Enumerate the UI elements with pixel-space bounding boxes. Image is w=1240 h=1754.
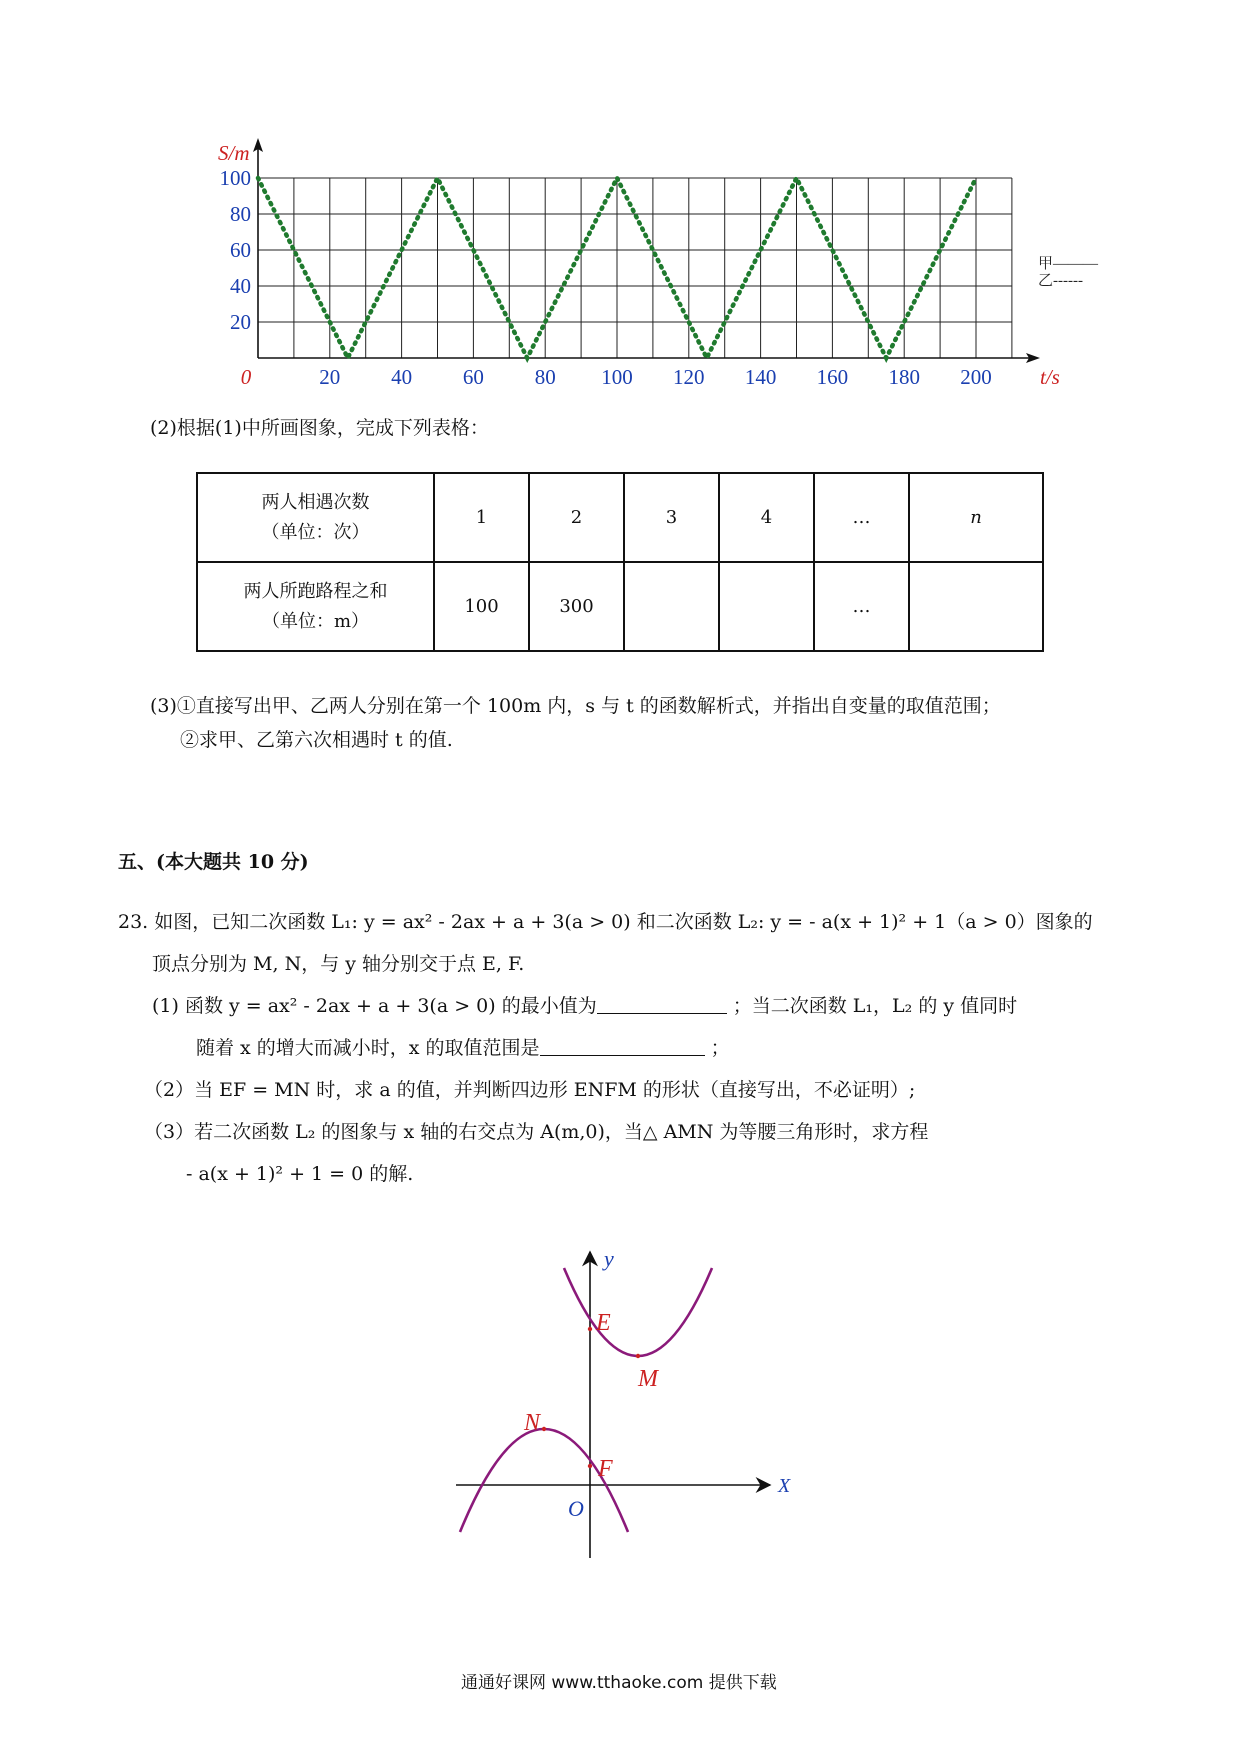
table-row (197, 473, 1043, 562)
x-tick-label: 100 (601, 365, 633, 389)
origin-label: O (568, 1496, 584, 1521)
table-cell (719, 562, 814, 651)
point-n (542, 1427, 546, 1431)
x-tick-label: 180 (888, 365, 920, 389)
table-cell: n (909, 473, 1043, 562)
x-tick-label: 60 (462, 365, 484, 389)
parabola-diagram (440, 1230, 800, 1570)
footer-text: 通通好课网 www.tthaoke.com 提供下载 (461, 1673, 777, 1693)
y-tick-label: 40 (230, 274, 251, 298)
x-axis-label: X (778, 1475, 791, 1497)
table-cell: 4 (719, 473, 814, 562)
label-f: F (598, 1456, 613, 1482)
row-label-line: 两人相遇次数 (261, 491, 370, 513)
point-m (636, 1354, 640, 1358)
p23-sub2: （2）当 EF = MN 时，求 a 的值，并判断四边形 ENFM 的形状（直接写出，不必证明）; (144, 1079, 916, 1101)
p23-sub3-b: - a(x + 1)² + 1 = 0 的解. (186, 1163, 414, 1185)
x-tick-label: 80 (534, 365, 556, 389)
table-cell: 3 (624, 473, 719, 562)
row-label-unit: （单位：m） (261, 610, 370, 632)
legend-entry: 乙------ (1038, 273, 1083, 289)
y-axis-label: S/m (218, 141, 250, 165)
table-cell: 100 (434, 562, 529, 651)
row-label-unit: （单位：次） (261, 521, 370, 543)
label-m: M (638, 1366, 658, 1392)
q2-text: (2)根据(1)中所画图象，完成下列表格： (150, 417, 489, 439)
q3-line1: (3)①直接写出甲、乙两人分别在第一个 100m 内，s 与 t 的函数解析式，并指出自变量的取值范围； (150, 695, 1001, 717)
x-tick-label: 40 (391, 365, 413, 389)
label-e: E (596, 1310, 611, 1336)
table-cell (624, 562, 719, 651)
answer-blank (597, 995, 727, 1014)
p23-sub1-cont (196, 1036, 730, 1060)
p23-sub3-a: （3）若二次函数 L₂ 的图象与 x 轴的右交点为 A(m,0)，当△ AMN 为等腰三角形时，求方程 (144, 1121, 929, 1143)
table-cell: … (814, 562, 909, 651)
table-cell: 1 (434, 473, 529, 562)
p23-sub1 (152, 994, 1017, 1018)
row-label-meetings (197, 473, 434, 562)
x-tick-label: 200 (960, 365, 992, 389)
distance-time-chart (0, 0, 1240, 400)
table-cell (909, 562, 1043, 651)
x-tick-label: 160 (816, 365, 849, 389)
x-tick-label: 140 (744, 365, 777, 389)
label-n: N (524, 1410, 541, 1436)
p23-sub1-b: ；当二次函数 L₁，L₂ 的 y 值同时 (732, 995, 1018, 1017)
x-tick-label: 120 (673, 365, 705, 389)
table-row (197, 562, 1043, 651)
table-cell: … (814, 473, 909, 562)
y-tick-label: 60 (230, 238, 251, 262)
x-tick-label: 20 (319, 365, 341, 389)
p23-line2: 顶点分别为 M, N，与 y 轴分别交于点 E, F. (152, 953, 525, 975)
point-f (588, 1464, 592, 1468)
parabola-l1 (564, 1268, 712, 1356)
meeting-table (196, 472, 1044, 652)
y-tick-label: 80 (230, 202, 251, 226)
point-e (588, 1327, 592, 1331)
table-cell: 300 (529, 562, 624, 651)
y-axis-label: y (604, 1246, 614, 1271)
answer-blank (540, 1037, 705, 1056)
q3-line2: ②求甲、乙第六次相遇时 t 的值. (180, 729, 453, 751)
p23-sub1-d: ； (710, 1037, 730, 1059)
section-five-title: 五、(本大题共 10 分) (118, 851, 309, 873)
y-tick-label: 20 (230, 310, 251, 334)
legend-entry: 甲——— (1038, 256, 1099, 272)
p23-sub1-c: 随着 x 的增大而减小时，x 的取值范围是 (196, 1037, 540, 1059)
p23-line1: 23. 如图，已知二次函数 L₁: y = ax² - 2ax + a + 3(a > 0) 和二次函数 L₂: y = - a(x + 1)² + 1（a > 0）图象的 (118, 911, 1093, 933)
table-cell: 2 (529, 473, 624, 562)
origin-label: 0 (240, 365, 252, 389)
y-tick-label: 100 (219, 166, 251, 190)
row-label-distance (197, 562, 434, 651)
p23-sub1-a: (1) 函数 y = ax² - 2ax + a + 3(a > 0) 的最小值为 (152, 995, 597, 1017)
row-label-line: 两人所跑路程之和 (243, 580, 388, 602)
x-axis-label: t/s (1040, 365, 1060, 389)
